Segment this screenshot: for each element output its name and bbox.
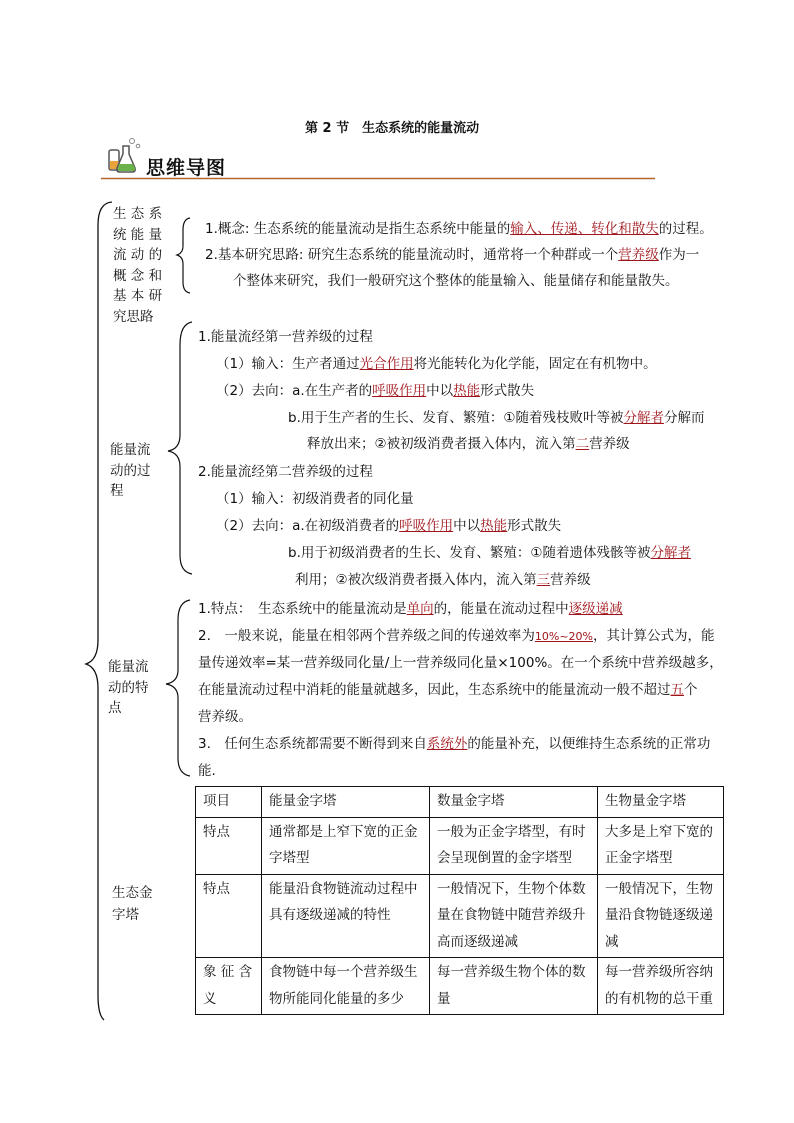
input-second-level: （1）输入：初级消费者的同化量 [216, 491, 414, 507]
table-cell: 象 征 含 义 [196, 958, 262, 1015]
table-header: 生物量金字塔 [598, 787, 724, 818]
table-cell: 特点 [196, 874, 262, 958]
research-line: 2.基本研究思路: 研究生态系统的能量流动时，通常将一个种群或一个营养级作为一 [205, 247, 700, 263]
table-header: 项目 [196, 787, 262, 818]
brace-2 [168, 322, 192, 574]
fate-first-level-a: （2）去向：a.在生产者的呼吸作用中以热能形式散失 [216, 383, 535, 399]
fate-first-level-b-cont: 释放出来；②被初级消费者摄入体内，流入第二营养级 [307, 436, 630, 452]
input-first-level: （1）输入：生产者通过光合作用将光能转化为化学能，固定在有机物中。 [216, 356, 657, 372]
table-cell: 每一营养级所容纳 的有机物的总干重 [598, 958, 724, 1015]
feature-line: 1.特点： 生态系统中的能量流动是单向的，能量在流动过程中逐级递减 [198, 601, 623, 617]
section-label-pyramid: 生态金 字塔 [112, 885, 153, 923]
concept-line: 1.概念: 生态系统的能量流动是指生态系统中能量的输入、传递、转化和散失的过程。 [205, 221, 713, 237]
table-header-row [196, 787, 724, 818]
supplement-line: 3. 任何生态系统都需要不断得到来自系统外的能量补充，以便维持生态系统的正常功 [198, 736, 711, 752]
table-cell: 大多是上窄下宽的 正金字塔型 [598, 817, 724, 874]
table-cell: 一般情况下，生物个体数 量在食物链中随营养级升 高而逐级递减 [430, 874, 598, 958]
table-header: 能量金字塔 [262, 787, 430, 818]
table-cell: 通常都是上窄下宽的正金 字塔型 [262, 817, 430, 874]
section-label-process: 能量流 动的过 程 [110, 442, 151, 499]
page-title: 第 2 节 生态系统的能量流动 [305, 121, 480, 136]
table-row [196, 817, 724, 874]
efficiency-line-2: 量传递效率=某一营养级同化量/上一营养级同化量×100%。在一个系统中营养级越多， [198, 655, 723, 671]
table-cell: 食物链中每一个营养级生 物所能同化能量的多少 [262, 958, 430, 1015]
table-cell: 能量沿食物链流动过程中 具有逐级递减的特性 [262, 874, 430, 958]
section-label-concept: 生 态 系 统 能 量 流 动 的 概 念 和 基 本 研 究思路 [113, 206, 163, 325]
table-cell: 特点 [196, 817, 262, 874]
fate-first-level-b: b.用于生产者的生长、发育、繁殖：①随着残枝败叶等被分解者分解而 [288, 410, 705, 426]
table-row [196, 874, 724, 958]
brace-1 [177, 218, 190, 293]
supplement-line-cont: 能. [198, 763, 216, 779]
table-row [196, 958, 724, 1015]
brace-3 [166, 600, 190, 776]
fate-second-level-a: （2）去向：a.在初级消费者的呼吸作用中以热能形式散失 [216, 518, 562, 534]
mindmap-title: 思维导图 [146, 157, 227, 179]
main-brace [86, 202, 112, 1020]
pyramid-table [195, 786, 724, 1015]
table-cell: 每一营养级生物个体的数 量 [430, 958, 598, 1015]
table-cell: 一般情况下，生物 量沿食物链逐级递 减 [598, 874, 724, 958]
fate-second-level-b: b.用于初级消费者的生长、发育、繁殖：①随着遗体残骸等被分解者 [288, 545, 691, 561]
table-header: 数量金字塔 [430, 787, 598, 818]
efficiency-line-4: 营养级。 [198, 709, 252, 725]
heading-first-level: 1.能量流经第一营养级的过程 [198, 329, 373, 345]
table-cell: 一般为正金字塔型，有时 会呈现倒置的金字塔型 [430, 817, 598, 874]
heading-second-level: 2.能量流经第二营养级的过程 [198, 464, 373, 480]
section-label-characteristics: 能量流 动的特 点 [108, 659, 149, 716]
efficiency-line-3: 在能量流动过程中消耗的能量就越多，因此，生态系统中的能量流动一般不超过五个 [198, 682, 698, 698]
fate-second-level-b-cont: 利用；②被次级消费者摄入体内，流入第三营养级 [295, 572, 591, 588]
flask-icon [109, 139, 140, 173]
research-line-cont: 个整体来研究，我们一般研究这个整体的能量输入、能量储存和能量散失。 [233, 273, 679, 289]
efficiency-line-1: 2. 一般来说，能量在相邻两个营养级之间的传递效率为10%~20%，其计算公式为，能 [198, 628, 715, 644]
